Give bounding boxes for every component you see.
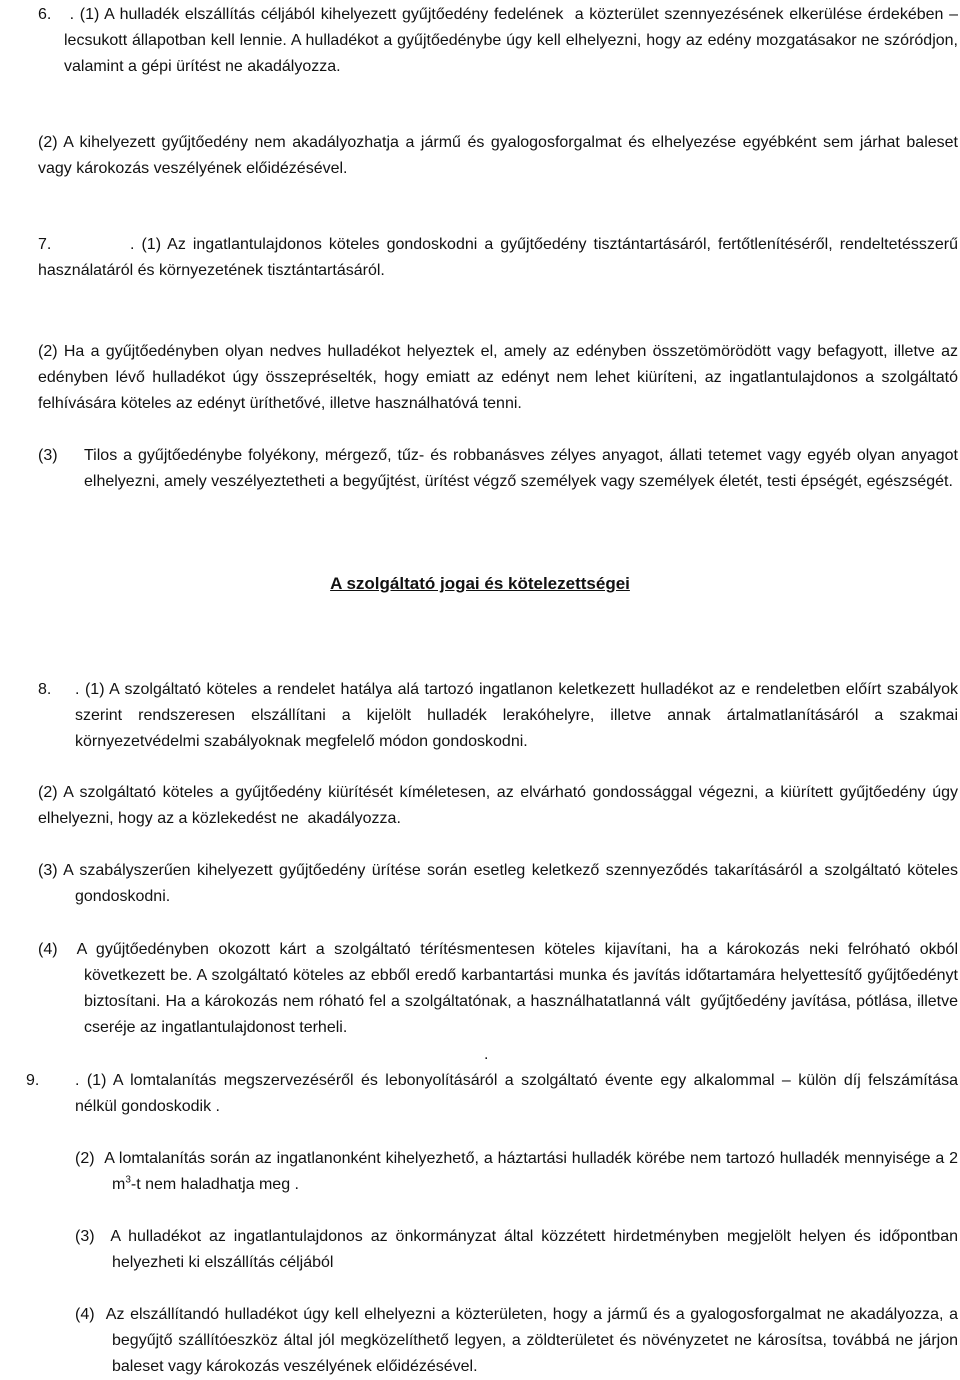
section-6-paragraph-2-text: (2) A kihelyezett gyűjtőedény nem akadályozhatja a jármű és gyalogosforgalmat és elhelyezése egyébként sem járhat baleset vagy károkozás veszélyének előidézésével. [38,134,958,177]
section-7-item-3-text: Tilos a gyűjtőedénybe folyékony, mérgező, tűz- és robbanásves zélyes anyagot, állati tetemet vagy egyéb olyan anyagot elhelyezni, amely veszélyeztetheti a begyűjtést, ürítést végző személyek vagy személyek életét, testi épségét, egészségét. [84,447,958,490]
section-8-paragraph-1: . (1) A szolgáltató köteles a rendelet hatálya alá tartozó ingatlanon keletkezett hulladékot az e rendeletben előírt szabályok szerint rendszeresen elszállítani a kijelölt hulladék lerakóhelyre, illetve annak ártalmatlanításáról a szakmai környezetvédelmi szabályoknak megfelelő módon gondoskodni. [75,681,958,750]
section-6-number: 6. [38,6,52,23]
section-7-item-3-number: (3) [38,447,58,464]
section-8-paragraph-3: (3) A szabályszerűen kihelyezett gyűjtőedény ürítése során esetleg keletkező szennyeződés takarításáról a szolgáltató köteles gondoskodni. [38,862,958,905]
section-7-paragraph-2: (2) Ha a gyűjtőedényben olyan nedves hulladékot helyeztek el, amely az edényben összetömörödött vagy befagyott, illetve az edényben lévő hulladékot úgy összepréselték, hogy emiatt az edényt nem lehet kiüríteni, az ingatlantulajdonos a szolgáltató felhívására köteles az edényt üríthetővé, illetve használhatóvá tenni. [38,343,958,412]
section-9-paragraph-2-text-a: (2) A lomtalanítás során az ingatlanonként kihelyezhető, a háztartási hulladék körébe nem tartozó hulladék mennyisége a 2 m [75,1150,958,1193]
section-9-paragraph-2-text-b: -t nem haladhatja meg . [130,1176,299,1193]
section-6-paragraph-2 [38,130,958,182]
section-8-number: 8. [38,681,52,698]
section-9-paragraph-4: (4) Az elszállítandó hulladékot úgy kell elhelyezni a közterületen, hogy a jármű és a gyalogosforgalmat ne akadályozza, a begyűjtő szállítóeszköz által jól megközelíthető legyen, a zöldterületet és növényzetet ne károsítsa, továbbá ne járjon baleset vagy károkozás veszélyének előidézésével. [75,1306,958,1375]
section-7-number: 7. [38,236,52,253]
section-9-paragraph-1: . (1) A lomtalanítás megszervezéséről és lebonyolításáról a szolgáltató évente egy alkalommal – külön díj felszámítása nélkül gondoskodik . [75,1072,958,1115]
section-9-paragraph-3: (3) A hulladékot az ingatlantulajdonos az önkormányzat által közzétett hirdetményben megjelölt helyen és időpontban helyezheti ki elszállítás céljából [75,1228,958,1271]
section-8-paragraph-2: (2) A szolgáltató köteles a gyűjtőedény kiürítését kíméletesen, az elvárható gondossággal végezni, a kiürített gyűjtőedény úgy elhelyezni, hogy az a közlekedést ne akadályozza. [38,784,958,827]
section-9-paragraph-2 [75,1146,958,1198]
section-9-number: 9. [26,1072,40,1089]
stray-dot: . [484,1046,489,1063]
section-7-paragraph-1: . (1) Az ingatlantulajdonos köteles gondoskodni a gyűjtőedény tisztántartásáról, fertőtlenítéséről, rendeltetésszerű használatáról és környezetének tisztántartásáról. [38,236,958,279]
superscript-3: 3 [125,1174,131,1186]
section-6-paragraph-1: . (1) A hulladék elszállítás céljából kihelyezett gyűjtőedény fedelének a közterület szennyezésének elkerülése érdekében – lecsukott állapotban kell lennie. A hulladékot a gyűjtőedénybe úgy kell elhelyezni, hogy az edény mozgatásakor ne szóródjon, valamint a gépi ürítést ne akadályozza. [64,6,958,75]
section-heading: A szolgáltató jogai és kötelezettségei [330,574,630,593]
section-8-paragraph-4: (4) A gyűjtőedényben okozott kárt a szolgáltató térítésmentesen köteles kijavítani, ha a károkozás neki felróható okból következett be. A szolgáltató köteles az ebből eredő karbantartási munka és javítás időtartamára helyettesítő gyűjtőedényt biztosítani. Ha a károkozás nem róható fel a szolgáltatónak, a használhatatlanná vált gyűjtőedény javítása, pótlása, illetve cseréje az ingatlantulajdonost terheli. [38,941,958,1036]
